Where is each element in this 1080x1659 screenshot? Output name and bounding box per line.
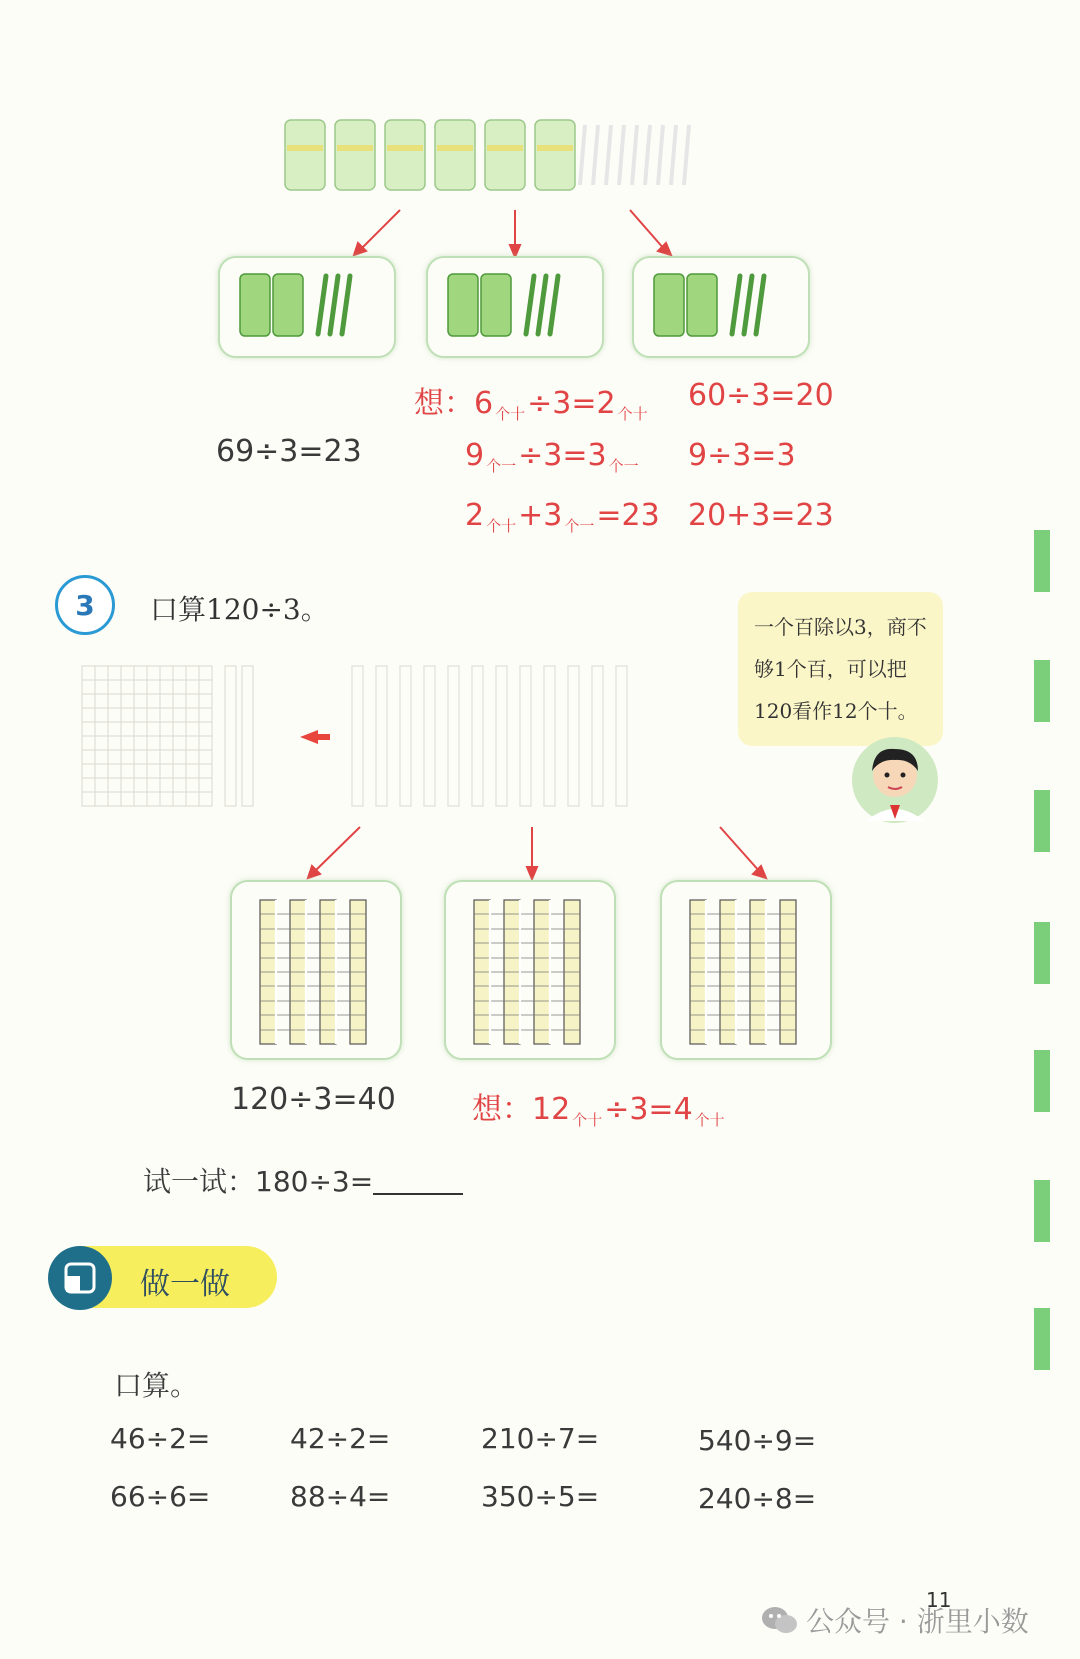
answer-blank[interactable] <box>373 1167 463 1195</box>
margin-dash <box>1034 922 1050 984</box>
think-alt-2: 9÷3=3 <box>688 438 796 473</box>
think-label: 想： <box>414 386 474 421</box>
practice-icon <box>48 1246 112 1310</box>
think-line-1: 想：6 $_{个十}$÷3=2 $_{个十}$ <box>414 386 648 423</box>
hint-bubble: 一个百除以3，商不 够1个百，可以把 120看作12个十。 <box>738 592 943 746</box>
think-line-2: 9 $_{个一}$÷3=3 $_{个一}$ <box>465 438 639 475</box>
practice-item-2-4: 240÷8= <box>698 1482 817 1515</box>
practice-item-2-2: 88÷4= <box>290 1480 391 1513</box>
wechat-icon <box>760 1604 798 1636</box>
practice-instruction: 口算。 <box>114 1369 199 1402</box>
margin-dash <box>1034 790 1050 852</box>
think-line-3: 2 $_{个十}$+3 $_{个一}$=23 <box>465 498 660 535</box>
margin-dash <box>1034 530 1050 592</box>
practice-item-1-2: 42÷2= <box>290 1422 391 1455</box>
sticks-illustration <box>280 115 730 205</box>
section3-title: 口算120÷3。 <box>150 593 329 626</box>
practice-item-1-4: 540÷9= <box>698 1424 817 1457</box>
try-it-prompt: 试一试：180÷3= <box>143 1160 463 1200</box>
distribution-arrows <box>340 205 700 260</box>
group-sticks <box>218 256 808 356</box>
page-number: 11 <box>926 1588 952 1612</box>
zuoyizuo-title: 做一做 <box>140 1267 230 1302</box>
wechat-watermark: 公众号 · 浙里小数 <box>760 1600 1029 1640</box>
boy-avatar <box>850 735 940 825</box>
margin-dash <box>1034 660 1050 722</box>
practice-item-1-3: 210÷7= <box>481 1422 600 1455</box>
example-number-badge: 3 <box>55 575 115 635</box>
margin-dash <box>1034 1050 1050 1112</box>
hundred-grid-illustration <box>80 662 720 812</box>
tens-distribution-arrows <box>300 822 780 882</box>
practice-item-1-1: 46÷2= <box>110 1422 211 1455</box>
margin-dash <box>1034 1308 1050 1370</box>
section3-think: 想：12 $_{个十}$÷3=4 $_{个十}$ <box>472 1092 725 1129</box>
practice-item-2-3: 350÷5= <box>481 1480 600 1513</box>
margin-dash <box>1034 1180 1050 1242</box>
section3-result: 120÷3=40 <box>231 1082 396 1117</box>
practice-item-2-1: 66÷6= <box>110 1480 211 1513</box>
think-alt-1: 60÷3=20 <box>688 378 834 413</box>
tens-rods <box>230 880 830 1060</box>
think-alt-3: 20+3=23 <box>688 498 834 533</box>
section2-result: 69÷3=23 <box>216 434 362 469</box>
